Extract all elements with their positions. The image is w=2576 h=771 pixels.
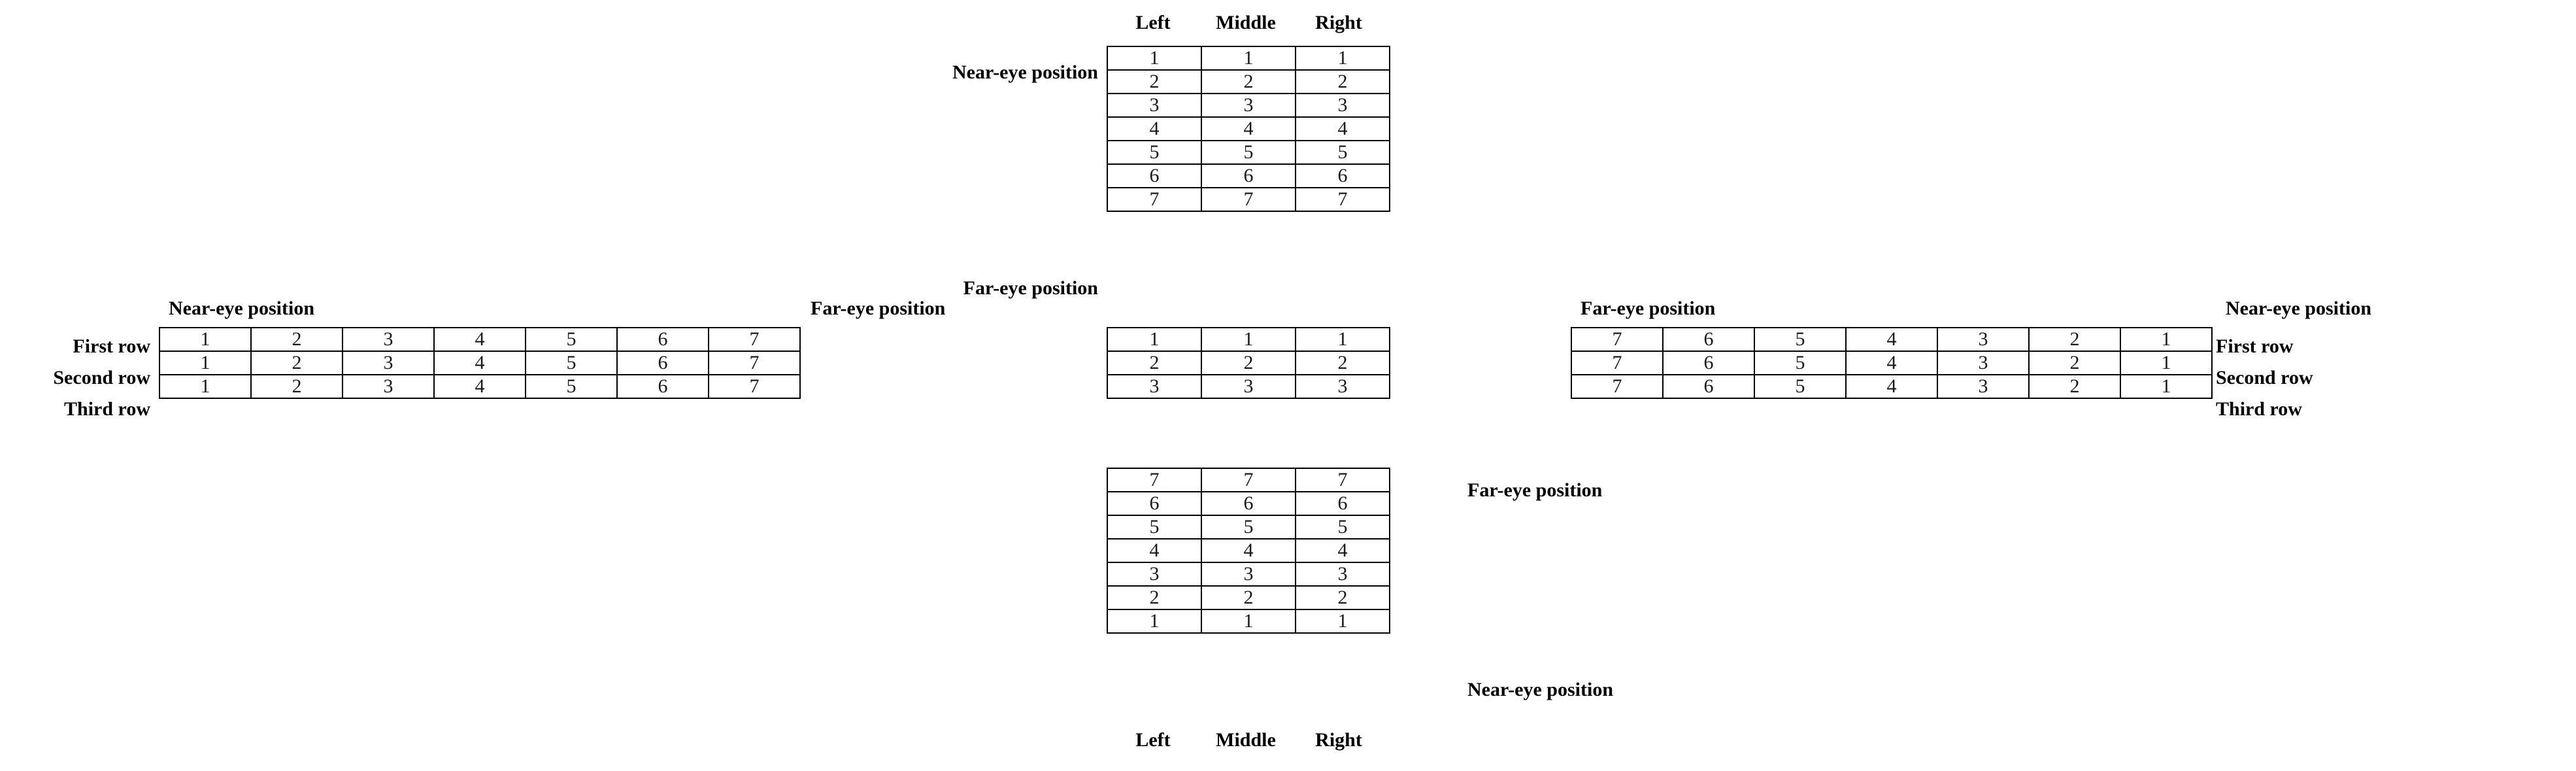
cell: 6 — [617, 375, 709, 398]
cell: 5 — [1107, 141, 1201, 164]
top-table-near-eye-label: Near-eye position — [952, 61, 1098, 83]
cell: 3 — [343, 328, 434, 351]
table-row — [1107, 117, 1390, 141]
cell: 3 — [1201, 562, 1296, 586]
cell: 6 — [1663, 328, 1754, 351]
left-table-row-label-third: Third row — [64, 398, 150, 420]
right-horizontal-table — [1571, 327, 2213, 399]
cell: 1 — [159, 328, 251, 351]
table-row — [1107, 539, 1390, 562]
cell: 6 — [1107, 492, 1201, 515]
cell: 6 — [1107, 164, 1201, 188]
cell: 6 — [1201, 492, 1296, 515]
cell: 4 — [1201, 117, 1296, 141]
cell: 5 — [1296, 141, 1390, 164]
cell: 7 — [709, 328, 800, 351]
bottom-center-vertical-table — [1107, 468, 1390, 634]
cell: 7 — [1571, 328, 1663, 351]
cell: 1 — [1296, 609, 1390, 633]
cell: 7 — [709, 351, 800, 375]
right-table-far-eye-label: Far-eye position — [1581, 298, 1716, 319]
cell: 3 — [1107, 562, 1201, 586]
left-table-row-label-first: First row — [73, 335, 150, 357]
cell: 4 — [1296, 117, 1390, 141]
table-row — [1571, 351, 2212, 375]
cell: 5 — [1296, 515, 1390, 539]
cell: 3 — [1296, 562, 1390, 586]
cell: 2 — [1201, 351, 1296, 375]
bottom-column-header-left: Left — [1135, 729, 1171, 751]
cell: 3 — [343, 351, 434, 375]
table-row — [1107, 188, 1390, 211]
bottom-column-header-right: Right — [1315, 729, 1362, 751]
cell: 1 — [1201, 46, 1296, 70]
bottom-column-header-middle: Middle — [1216, 729, 1276, 751]
top-column-header-middle: Middle — [1216, 12, 1276, 33]
cell: 2 — [1296, 70, 1390, 94]
cell: 7 — [1571, 351, 1663, 375]
cell: 1 — [2120, 375, 2212, 398]
left-horizontal-table — [159, 327, 801, 399]
cell: 5 — [1201, 515, 1296, 539]
cell: 5 — [1754, 351, 1846, 375]
cell: 3 — [1296, 375, 1390, 398]
cell: 2 — [2029, 375, 2120, 398]
cell: 2 — [1107, 351, 1201, 375]
cell: 2 — [1107, 586, 1201, 609]
left-table-row-label-second: Second row — [53, 367, 150, 388]
top-table-far-eye-label: Far-eye position — [963, 277, 1098, 299]
cell: 2 — [1107, 70, 1201, 94]
cell: 2 — [251, 328, 343, 351]
cell: 3 — [1201, 375, 1296, 398]
cell: 6 — [1663, 375, 1754, 398]
cell: 2 — [2029, 351, 2120, 375]
cell: 7 — [1296, 188, 1390, 211]
cell: 3 — [1107, 375, 1201, 398]
cell: 4 — [1107, 539, 1201, 562]
cell: 2 — [251, 351, 343, 375]
table-row — [1107, 94, 1390, 117]
cell: 5 — [526, 375, 617, 398]
cell: 5 — [526, 351, 617, 375]
cell: 7 — [1201, 188, 1296, 211]
cell: 5 — [1754, 328, 1846, 351]
cell: 7 — [1107, 188, 1201, 211]
cell: 1 — [1201, 609, 1296, 633]
right-table-row-label-third: Third row — [2216, 398, 2302, 420]
cell: 2 — [1201, 586, 1296, 609]
cell: 3 — [1937, 351, 2029, 375]
cell: 7 — [1571, 375, 1663, 398]
table-row — [159, 351, 800, 375]
cell: 1 — [1296, 46, 1390, 70]
right-table-row-label-first: First row — [2216, 335, 2294, 357]
cell: 1 — [1107, 46, 1201, 70]
cell: 1 — [1107, 328, 1201, 351]
left-table-far-eye-label: Far-eye position — [811, 298, 946, 319]
table-row — [159, 375, 800, 398]
cell: 2 — [2029, 328, 2120, 351]
cell: 4 — [1846, 375, 1937, 398]
cell: 7 — [709, 375, 800, 398]
cell: 6 — [1296, 164, 1390, 188]
cell: 2 — [1296, 351, 1390, 375]
cell: 4 — [434, 375, 526, 398]
table-row — [1107, 70, 1390, 94]
bottom-table-far-eye-label: Far-eye position — [1467, 479, 1603, 501]
cell: 4 — [1846, 351, 1937, 375]
cell: 1 — [2120, 351, 2212, 375]
table-row — [1107, 562, 1390, 586]
table-row — [1107, 492, 1390, 515]
cell: 3 — [1937, 328, 2029, 351]
cell: 7 — [1201, 468, 1296, 492]
left-table-near-eye-label: Near-eye position — [169, 298, 315, 319]
cell: 3 — [1296, 94, 1390, 117]
table-row — [1107, 375, 1390, 398]
cell: 3 — [1937, 375, 2029, 398]
table-row — [1107, 351, 1390, 375]
table-row — [159, 328, 800, 351]
table-row — [1107, 468, 1390, 492]
cell: 1 — [1107, 609, 1201, 633]
cell: 7 — [1107, 468, 1201, 492]
cell: 4 — [434, 328, 526, 351]
cell: 1 — [159, 351, 251, 375]
table-row — [1571, 375, 2212, 398]
bottom-table-near-eye-label: Near-eye position — [1467, 679, 1614, 700]
cell: 4 — [1201, 539, 1296, 562]
table-row — [1107, 164, 1390, 188]
cell: 4 — [1296, 539, 1390, 562]
top-center-vertical-table — [1107, 46, 1390, 212]
cell: 1 — [159, 375, 251, 398]
cell: 2 — [251, 375, 343, 398]
right-table-near-eye-label: Near-eye position — [2226, 298, 2372, 319]
cell: 1 — [1201, 328, 1296, 351]
table-row — [1107, 328, 1390, 351]
cell: 4 — [1846, 328, 1937, 351]
table-row — [1107, 609, 1390, 633]
cell: 6 — [617, 328, 709, 351]
cell: 5 — [526, 328, 617, 351]
cell: 5 — [1201, 141, 1296, 164]
table-row — [1107, 586, 1390, 609]
cell: 6 — [617, 351, 709, 375]
top-column-header-right: Right — [1315, 12, 1362, 33]
cell: 4 — [1107, 117, 1201, 141]
cell: 6 — [1296, 492, 1390, 515]
table-row — [1107, 141, 1390, 164]
cell: 2 — [1296, 586, 1390, 609]
cell: 2 — [1201, 70, 1296, 94]
cell: 3 — [1107, 94, 1201, 117]
table-row — [1571, 328, 2212, 351]
right-table-row-label-second: Second row — [2216, 367, 2313, 388]
cell: 1 — [2120, 328, 2212, 351]
cell: 7 — [1296, 468, 1390, 492]
middle-small-table — [1107, 327, 1390, 399]
top-column-header-left: Left — [1135, 12, 1171, 33]
cell: 5 — [1754, 375, 1846, 398]
cell: 4 — [434, 351, 526, 375]
table-row — [1107, 515, 1390, 539]
cell: 3 — [343, 375, 434, 398]
cell: 5 — [1107, 515, 1201, 539]
cell: 3 — [1201, 94, 1296, 117]
cell: 6 — [1663, 351, 1754, 375]
cell: 1 — [1296, 328, 1390, 351]
cell: 6 — [1201, 164, 1296, 188]
table-row — [1107, 46, 1390, 70]
